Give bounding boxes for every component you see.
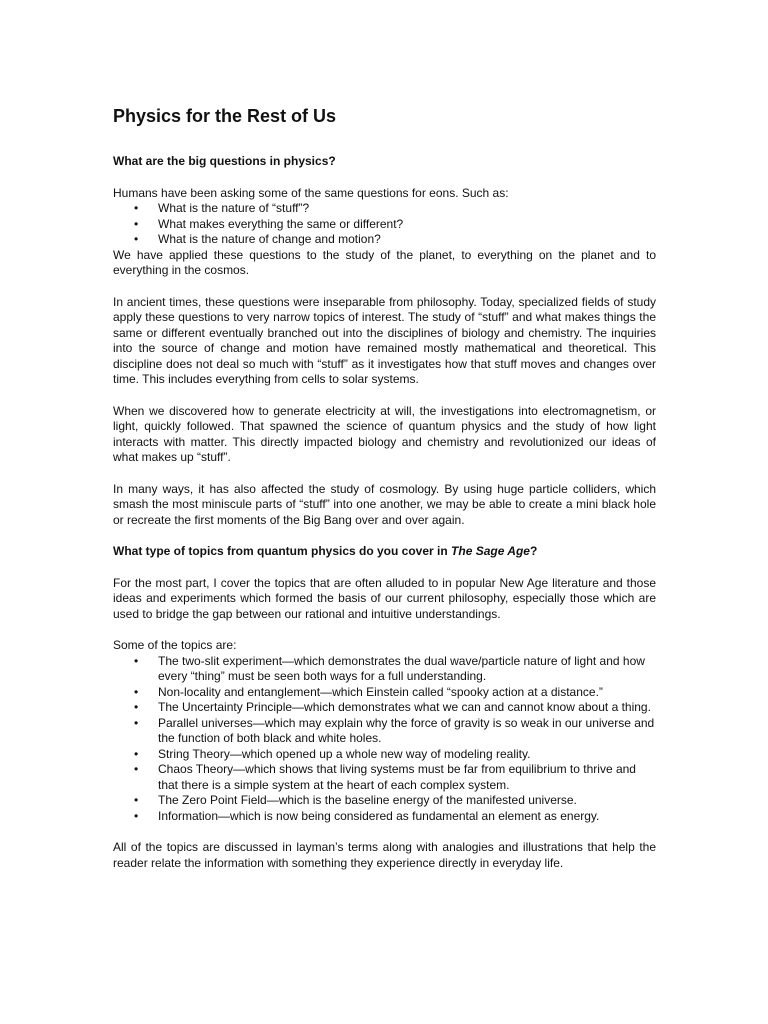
bullet-icon: • [134,808,139,823]
bullet-icon: • [134,700,139,714]
bullet-icon: • [134,684,139,699]
list-item: • Parallel universes—which may explain why the force of gravity is so weak in our universe and the function of both black and white holes. [134,715,655,745]
bullet-icon: • [134,201,139,215]
most-part-paragraph: For the most part, I cover the topics that are often alluded to in popular New Age literature and those ideas and experiments which formed the basis of our current philosophy, especially those which are used to bridge the gap between our rational and intuitive understandings. [113,575,656,621]
bullet-icon: • [134,793,139,807]
bullet-icon: • [134,216,139,231]
list-item: • The Uncertainty Principle—which demonstrates what we can and cannot know about a thing. [134,700,651,714]
list-item: • Information—which is now being considered as fundamental an element as energy. [134,808,600,823]
question-heading-2: What type of topics from quantum physics do you cover in The Sage Age? [113,544,538,558]
list-item: • String Theory—which opened up a whole new way of modeling reality. [134,746,531,761]
electricity-paragraph: When we discovered how to generate electricity at will, the investigations into electromagnetism, or light, quickly followed. That spawned the science of quantum physics and the study of how light interacts with matter. This directly impacted biology and chemistry and revolutionized our ideas of what makes up “stuff”. [113,403,656,464]
questions-list [113,201,656,248]
question-heading-1: What are the big questions in physics? [113,154,336,168]
list-item: • What makes everything the same or different? [134,216,404,231]
some-topics-paragraph: Some of the topics are: [113,638,237,652]
bullet-icon: • [134,715,139,730]
list-item: • What is the nature of “stuff”? [134,201,310,215]
final-paragraph: All of the topics are discussed in layman’s terms along with analogies and illustrations that help the reader relate the information with something they experience directly in everyday life. [113,840,656,870]
list-item: • The two-slit experiment—which demonstrates the dual wave/particle nature of light and how every “thing” must be seen both ways for a full understanding. [134,653,645,683]
bullet-icon: • [134,653,139,668]
list-item: • The Zero Point Field—which is the baseline energy of the manifested universe. [134,793,577,807]
cosmology-paragraph: In many ways, it has also affected the study of cosmology. By using huge particle colliders, which smash the most miniscule parts of “stuff” into one another, we may be able to create a mini black hole or recreate the first moments of the Big Bang over and over again. [113,481,656,527]
list-item: • Non-locality and entanglement—which Einstein called “spooky action at a distance.” [134,684,603,699]
list-item: • Chaos Theory—which shows that living systems must be far from equilibrium to thrive and that there is a simple system at the heart of each complex system. [134,762,636,792]
topics-list [113,654,656,825]
bullet-icon: • [134,762,139,776]
book-title: The Sage Age [451,544,530,558]
intro-paragraph: Humans have been asking some of the same questions for eons. Such as: [113,185,509,200]
list-item: • What is the nature of change and motion? [134,232,381,246]
applied-paragraph: We have applied these questions to the study of the planet, to everything on the planet and to everything in the cosmos. [113,247,656,277]
ancient-times-paragraph: In ancient times, these questions were inseparable from philosophy. Today, specialized fields of study apply these questions to very narrow topics of interest. The study of “stuff” and what makes things the same or different eventually branched out into the disciplines of biology and chemistry. The inquiries into the source of change and motion have remained mostly mathematical and theoretical. This discipline does not deal so much with “stuff” as it investigates how that stuff moves and changes over time. This includes everything from cells to solar systems. [113,294,656,386]
document-page [113,104,656,887]
bullet-icon: • [134,232,139,246]
document-title: Physics for the Rest of Us [113,106,337,126]
bullet-icon: • [134,746,139,761]
